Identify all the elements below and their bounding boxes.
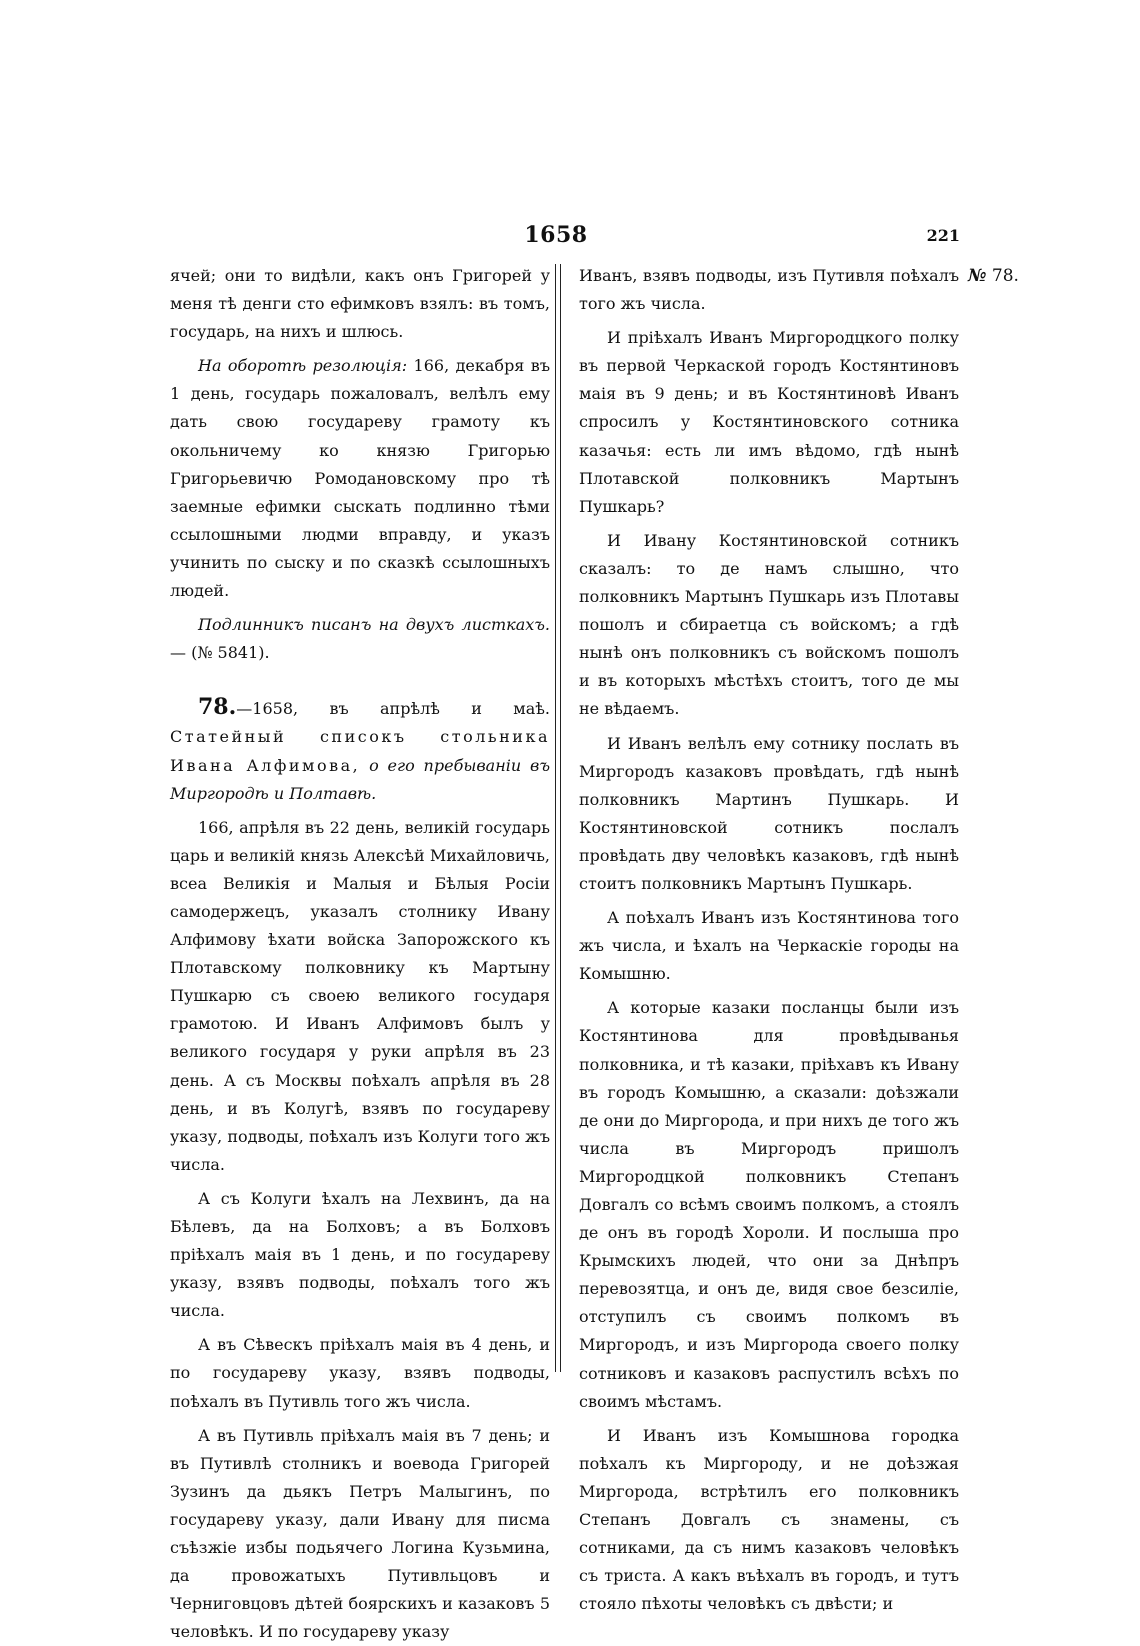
right-column bbox=[579, 262, 959, 1618]
resolution-label: На оборотѣ резолюція: bbox=[198, 356, 408, 376]
page-number: 221 bbox=[926, 226, 960, 245]
document-title: Статейный списокъ стольника Ивана Алфимова, bbox=[170, 727, 550, 775]
paragraph: 166, апрѣля въ 22 день, великій государь царь и великій князь Алексѣй Михайловичь, всеа Великія и Малыя и Бѣлыя Росіи самодержецъ, указалъ столнику Ивану Алфимову ѣхати войска Запорожского къ Плотавскому полковнику къ Мартыну Пушкарю съ своею великого государя грамотою. И Иванъ Алфимовъ былъ у великого государя у руки апрѣля въ 23 день. А съ Москвы поѣхалъ апрѣля въ 28 день, и въ Колугѣ, взявъ по государеву указу, подводы, поѣхалъ изъ Колуги того жъ числа. bbox=[170, 817, 550, 1174]
resolution-text: 166, декабря въ 1 день, государь пожаловалъ, велѣлъ ему дать свою государеву грамоту къ окольничему ко князю Григорью Григорьевичю Ромодановскому про тѣ заемные ефимки сыскать подлинно тѣми ссылошными людми вправду, и указъ учинить по сыску и по сказкѣ ссылошныхъ людей. bbox=[170, 356, 550, 601]
paragraph: А съ Колуги ѣхалъ на Лехвинъ, да на Бѣлевъ, да на Болховъ; а въ Болховъ пріѣхалъ маія въ 1 день, и по государеву указу, взявъ подводы, поѣхалъ того жъ числа. bbox=[170, 1188, 550, 1321]
column-divider bbox=[555, 264, 561, 1372]
paragraph: И Ивану Костянтиновской сотникъ сказалъ: то де намъ слышно, что полковникъ Мартынъ Пушкарь изъ Плотавы пошолъ и сбираетца съ войскомъ; а гдѣ нынѣ онъ полковникъ съ войскомъ пошолъ и въ которыхъ мѣстѣхъ стоитъ, того де мы не вѣдаемъ. bbox=[579, 530, 959, 719]
paragraph: А поѣхалъ Иванъ изъ Костянтинова того жъ числа, и ѣхалъ на Черкаскіе городы на Комышню. bbox=[579, 908, 959, 984]
paragraph: Иванъ, взявъ подводы, изъ Путивля поѣхалъ того жъ числа. bbox=[579, 266, 959, 314]
source-note-text: — (№ 5841). bbox=[170, 643, 270, 663]
margin-number: 78. bbox=[991, 266, 1019, 286]
paragraph: А которые казаки посланцы были изъ Костянтинова для провѣдыванья полковника, и тѣ казаки, пріѣхавъ къ Ивану въ городъ Комышню, а сказали: доѣзжали де они до Миргорода, и при нихъ де того жъ числа въ Миргородъ пришолъ Миргородцкой полковникъ Степанъ Довгалъ со всѣмъ своимъ полкомъ, а стоялъ де онъ въ городѣ Хороли. И послыша про Крымскихъ людей, что они за Днѣпръ перевозятца, и онъ де, видя свое безсиліе, отступилъ съ своимъ полкомъ въ Миргородъ, и изъ Миргорода своего полку сотниковъ и казаковъ распустилъ всѣхъ по своимъ мѣстамъ. bbox=[579, 998, 959, 1411]
numero-sign: № bbox=[968, 266, 987, 286]
margin-document-number bbox=[968, 266, 1019, 286]
document-subtitle: о его пребываніи въ Миргородѣ и Полтавѣ. bbox=[170, 755, 550, 803]
document-date: —1658, въ апрѣлѣ и маѣ. bbox=[236, 699, 550, 719]
source-note-label: Подлинникъ писанъ на двухъ листкахъ. bbox=[198, 615, 550, 635]
left-column bbox=[170, 262, 550, 1646]
paragraph bbox=[170, 352, 550, 605]
paragraph: И Иванъ изъ Комышнова городка поѣхалъ къ Миргороду, и не доѣзжая Миргорода, встрѣтилъ его полковникъ Степанъ Довгалъ съ знамены, съ сотниками, да съ нимъ казаковъ человѣкъ съ триста. А какъ въѣхалъ въ городъ, и тутъ стояло пѣхоты человѣкъ съ двѣсти; и bbox=[579, 1425, 959, 1614]
paragraph: И Иванъ велѣлъ ему сотнику послать въ Миргородъ казаковъ провѣдать, гдѣ нынѣ полковникъ Мартинъ Пушкарь. И Костянтиновской сотникъ послалъ провѣдать дву человѣкъ казаковъ, гдѣ нынѣ стоитъ полковникъ Мартынъ Пушкарь. bbox=[579, 733, 959, 893]
paragraph bbox=[170, 611, 550, 667]
document-number: 78. bbox=[198, 694, 237, 721]
document-heading bbox=[170, 693, 550, 807]
paragraph: И пріѣхалъ Иванъ Миргородцкого полку въ первой Черкаской городъ Костянтиновъ маія въ 9 день; и въ Костянтиновѣ Иванъ спросилъ у Костянтиновского сотника казачья: есть ли имъ вѣдомо, гдѣ нынѣ Плотавской полковникъ Мартынъ Пушкарь? bbox=[579, 328, 959, 516]
page-header-year: 1658 bbox=[524, 222, 588, 248]
paragraph: А въ Сѣвескъ пріѣхалъ маія въ 4 день, и по государеву указу, взявъ подводы, поѣхалъ въ Путивль того жъ числа. bbox=[170, 1335, 550, 1411]
paragraph: А въ Путивль пріѣхалъ маія въ 7 день; и въ Путивлѣ столникъ и воевода Григорей Зузинъ да дьякъ Петръ Малыгинъ, по государеву указу, дали Ивану для писма съѣзжіе избы подьячего Логина Кузьмина, да провожатыхъ Путивльцовъ и Черниговцовъ дѣтей боярскихъ и казаковъ 5 человѣкъ. И по государеву указу bbox=[170, 1425, 550, 1642]
paragraph: ячей; они то видѣли, какъ онъ Григорей у меня тѣ денги сто ефимковъ взялъ: въ томъ, государь, на нихъ и шлюсь. bbox=[170, 266, 550, 342]
section-gap bbox=[170, 667, 550, 693]
